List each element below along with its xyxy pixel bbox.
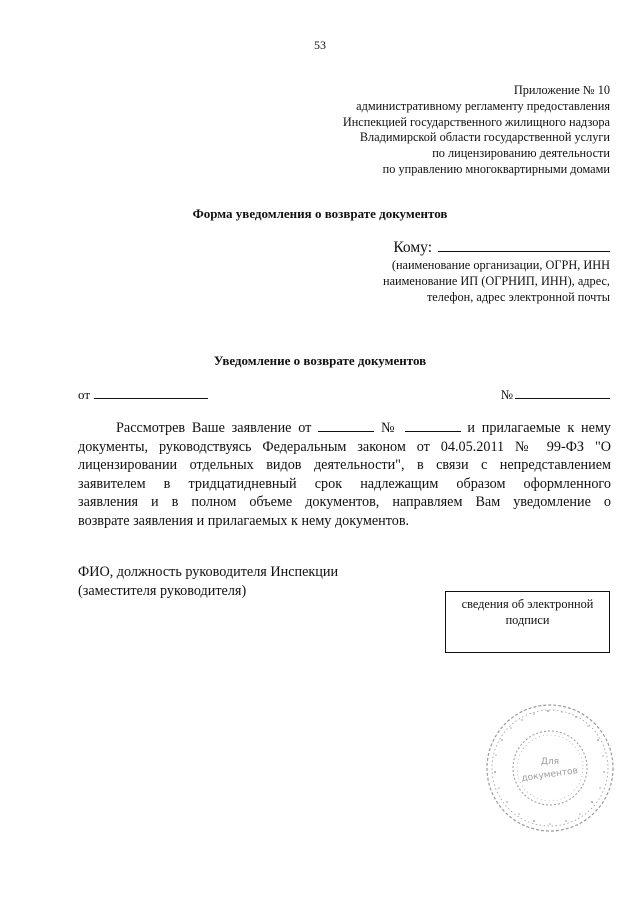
body-line: лицензировании отдельных видов деятельности", в связи с непредставлением <box>78 457 611 474</box>
number-label: № <box>500 387 513 402</box>
stamp-text-line: документов <box>520 766 579 784</box>
body-line: заявителем в тридцатидневный срок надлежащим образом оформленного <box>78 475 611 492</box>
body-text-fragment: Рассмотрев Ваше заявление от <box>116 420 312 436</box>
appendix-line: Владимирской области государственной услуги <box>359 130 610 145</box>
notice-body <box>78 419 611 531</box>
appendix-line: Инспекцией государственного жилищного надзора <box>342 114 610 129</box>
appendix-line: по управлению многоквартирными домами <box>382 161 610 176</box>
recipient-block <box>383 239 610 305</box>
application-number-blank <box>405 419 461 432</box>
recipient-label: Кому: <box>393 239 432 256</box>
recipient-note-line: наименование ИП (ОГРНИП, ИНН), адрес, <box>383 273 610 288</box>
body-line: документы, руководствуясь Федеральным законом от 04.05.2011 № 99-ФЗ "О <box>78 438 611 455</box>
signer-line: (заместителя руководителя) <box>78 582 247 599</box>
body-line: заявления и в полном объеме документов, направляем Вам уведомление о <box>78 494 611 511</box>
appendix-line: по лицензированию деятельности <box>432 146 610 161</box>
recipient-note <box>383 258 610 305</box>
stamp-seal-icon <box>482 700 618 836</box>
body-line: возврате заявления и прилагаемых к нему документов. <box>78 512 410 529</box>
notice-title: Уведомление о возврате документов <box>213 353 427 368</box>
appendix-line: Приложение № 10 <box>513 83 610 97</box>
signer-block <box>78 563 338 600</box>
official-stamp <box>482 700 618 836</box>
signer-line: ФИО, должность руководителя Инспекции <box>78 564 339 580</box>
recipient-line <box>383 239 610 257</box>
stamp-text-line: Для <box>540 757 560 767</box>
signature-box-line: подписи <box>505 612 550 627</box>
recipient-blank <box>438 239 610 252</box>
date-field <box>78 387 208 403</box>
body-text-fragment: и прилагаемые к нему <box>467 420 612 436</box>
application-date-blank <box>318 419 374 432</box>
page-number: 53 <box>314 38 326 52</box>
number-field <box>501 387 610 403</box>
recipient-note-line: (наименование организации, ОГРН, ИНН <box>391 258 610 272</box>
date-label: от <box>78 387 91 402</box>
appendix-line: административному регламенту предоставления <box>356 98 610 113</box>
body-text-fragment: № <box>380 420 398 436</box>
signature-box-line: сведения об электронной <box>461 597 594 611</box>
date-blank <box>94 387 208 399</box>
electronic-signature-box <box>445 591 610 653</box>
body-line <box>78 419 611 438</box>
form-title: Форма уведомления о возврате документов <box>192 206 448 221</box>
number-blank <box>515 387 610 399</box>
recipient-note-line: телефон, адрес электронной почты <box>426 289 610 304</box>
appendix-header <box>343 83 610 178</box>
